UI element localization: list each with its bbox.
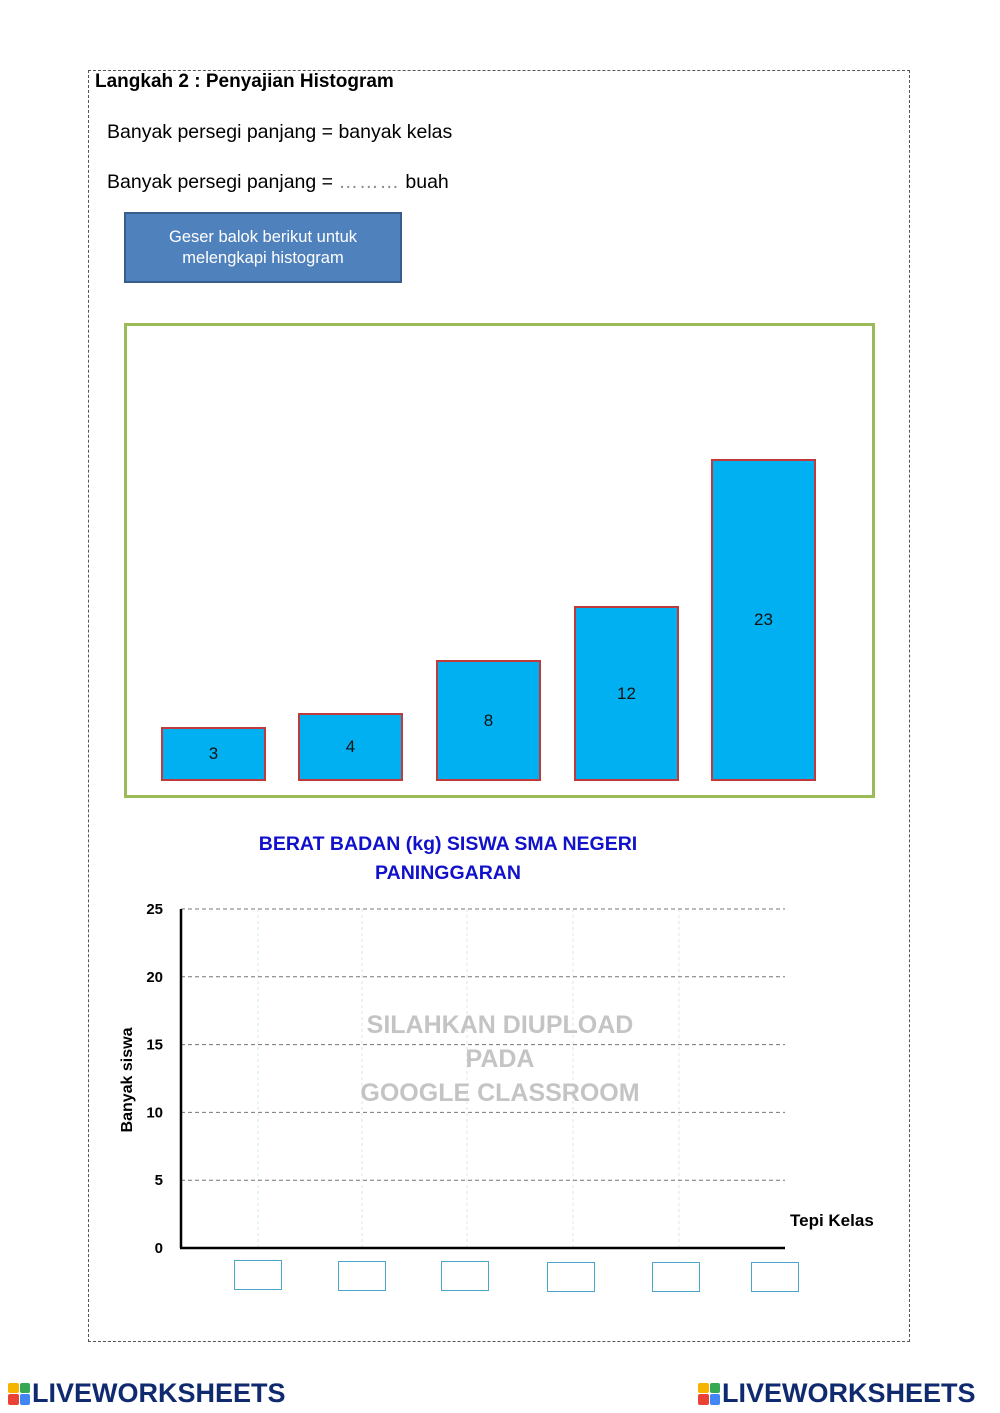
tepi-kelas-input[interactable] — [234, 1260, 282, 1290]
tepi-kelas-input[interactable] — [652, 1262, 700, 1292]
tepi-kelas-input[interactable] — [751, 1262, 799, 1292]
y-tick-label: 10 — [146, 1104, 163, 1122]
logo-text: LIVEWORKSHEETS — [32, 1378, 286, 1408]
tepi-kelas-input[interactable] — [547, 1262, 595, 1292]
y-tick-label: 20 — [146, 968, 163, 986]
step-heading: Langkah 2 : Penyajian Histogram — [95, 71, 394, 92]
logo-text: LIVEWORKSHEETS — [722, 1378, 976, 1408]
answer-prefix: Banyak persegi panjang = — [107, 171, 339, 193]
chart-title-line-1: BERAT BADAN (kg) SISWA SMA NEGERI — [258, 833, 638, 855]
footer-logo-right — [698, 1378, 976, 1409]
instruction-text: Geser balok berikut untuk melengkapi histogram — [168, 227, 358, 267]
bar-value-label: 12 — [617, 683, 636, 703]
bar-value-label: 8 — [483, 710, 494, 730]
y-tick-label: 0 — [154, 1240, 163, 1257]
statement-line: Banyak persegi panjang = banyak kelas — [107, 121, 453, 143]
y-tick-label: 25 — [146, 901, 163, 918]
watermark-line-2: PADA — [465, 1045, 535, 1073]
y-tick-label: 15 — [146, 1036, 163, 1054]
watermark-line-3: GOOGLE CLASSROOM — [360, 1079, 640, 1107]
liveworksheets-logo-icon — [8, 1383, 30, 1405]
chart-title-line-2: PANINGGARAN — [375, 862, 521, 884]
bar-value-label: 4 — [345, 737, 356, 756]
bar-value-label: 23 — [754, 610, 773, 629]
footer-logo-left — [8, 1378, 286, 1409]
tepi-kelas-input[interactable] — [441, 1261, 489, 1291]
bar-value-label: 3 — [208, 744, 219, 763]
tepi-kelas-input[interactable] — [338, 1261, 386, 1291]
y-tick-label: 5 — [154, 1172, 163, 1190]
upload-watermark — [320, 1008, 680, 1110]
answer-suffix: buah — [399, 171, 449, 193]
liveworksheets-logo-icon — [698, 1383, 720, 1405]
answer-blank-input[interactable]: ……… — [338, 171, 400, 193]
watermark-line-1: SILAHKAN DIUPLOAD — [366, 1011, 634, 1039]
x-axis-label: Tepi Kelas — [790, 1211, 874, 1230]
y-axis-label: Banyak siswa — [119, 1027, 136, 1133]
